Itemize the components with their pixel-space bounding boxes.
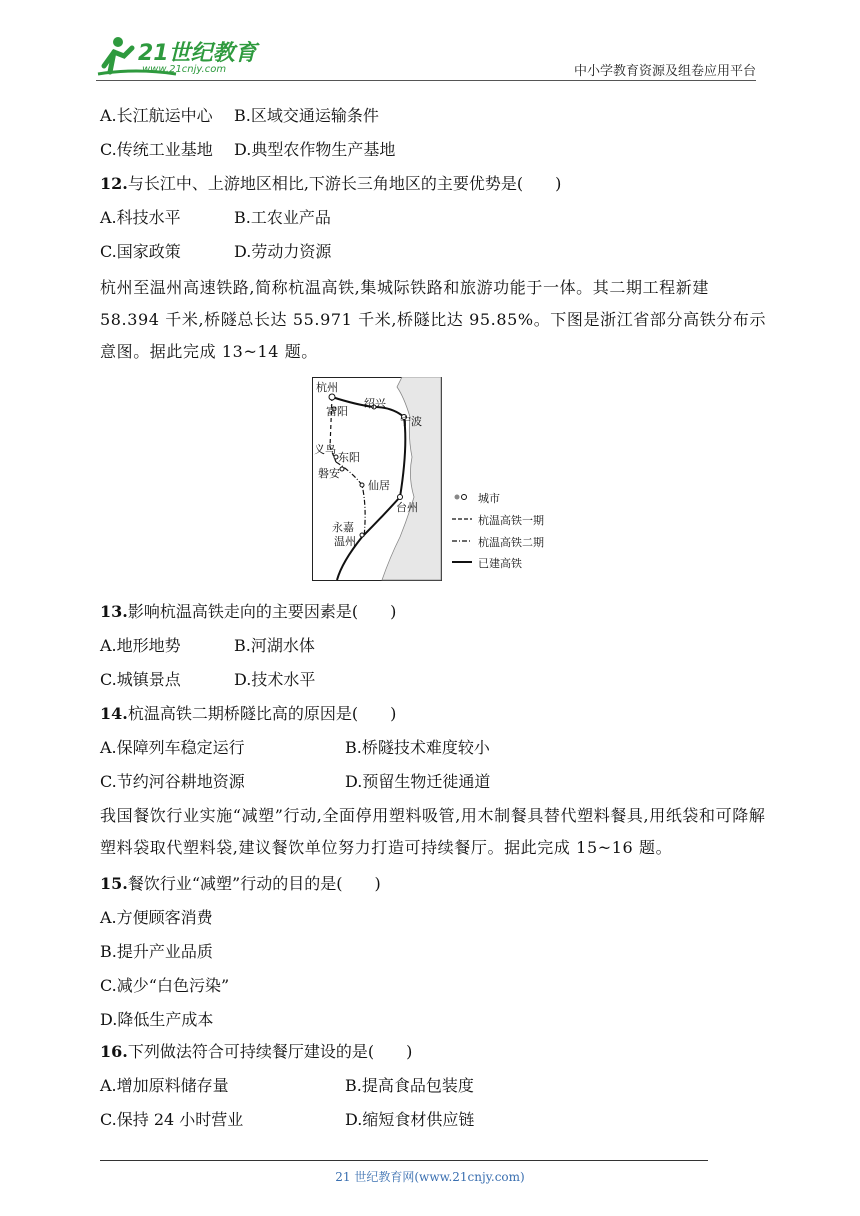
q16-stem: 下列做法符合可持续餐厅建设的是( ) [127,1042,413,1061]
map-label-panan: 磐安 [318,467,340,480]
map-legend [452,488,562,572]
legend-phase2: 杭温高铁二期 [478,536,544,549]
q11-option-a: A.长江航运中心 [100,106,213,125]
q11-option-b: B.区域交通运输条件 [234,106,379,125]
q12-option-b: B.工农业产品 [234,208,331,227]
q15-option-b: B.提升产业品质 [100,942,213,961]
header-divider [96,80,756,81]
map-label-wenzhou: 温州 [334,535,356,548]
q13-number: 13. [100,602,128,621]
q15-number: 15. [100,874,128,893]
q13-option-d: D.技术水平 [234,670,316,689]
legend-symbols [452,488,476,572]
q16-number: 16. [100,1042,128,1061]
q16-option-d: D.缩短食材供应链 [345,1110,475,1129]
q15-stem-line [100,874,381,894]
map-label-hangzhou: 杭州 [316,381,338,394]
zhejiang-rail-map [312,377,442,581]
q16-option-b: B.提高食品包装度 [345,1076,474,1095]
q13-option-b: B.河湖水体 [234,636,315,655]
header-tagline: 中小学教育资源及组卷应用平台 [573,64,756,79]
q11-option-c: C.传统工业基地 [100,140,213,159]
logo-text: 21世纪教育 [138,41,257,66]
q14-stem-line [100,704,396,724]
q13-option-c: C.城镇景点 [100,670,181,689]
map-label-yongjia: 永嘉 [332,521,354,534]
site-logo [96,32,266,78]
footer-link[interactable]: 21 世纪教育网(www.21cnjy.com) [335,1170,525,1184]
map-label-fuyang: 富阳 [326,405,348,418]
q14-option-d: D.预留生物迁徙通道 [345,772,491,791]
legend-city: 城市 [478,492,500,505]
q12-stem: 与长江中、上游地区相比,下游长三角地区的主要优势是( ) [127,174,562,193]
logo-url: www.21cnjy.com [142,64,227,75]
q15-option-c: C.减少“白色污染” [100,976,230,995]
map-label-ningbo: 宁波 [400,415,422,428]
passage-hangwen: 杭州至温州高速铁路,简称杭温高铁,集城际铁路和旅游功能于一体。其二期工程新建 58.394 千米,桥隧总长达 55.971 千米,桥隧比达 95.85%。下图是浙江省部分高铁分布示意图。据此完成 13~14 题。 [100,278,767,361]
q16-stem-line [100,1042,412,1062]
q13-option-a: A.地形地势 [100,636,181,655]
map-label-dongyang: 东阳 [338,451,360,464]
q15-stem: 餐饮行业“减塑”行动的目的是( ) [127,874,381,893]
q12-option-c: C.国家政策 [100,242,181,261]
passage-plastic-reduction: 我国餐饮行业实施“减塑”行动,全面停用塑料吸管,用木制餐具替代塑料餐具,用纸袋和可降解塑料袋取代塑料袋,建议餐饮单位努力打造可持续餐厅。据此完成 15~16 题。 [100,806,766,857]
q16-option-c: C.保持 24 小时营业 [100,1110,244,1129]
q11-option-d: D.典型农作物生产基地 [234,140,396,159]
q14-stem: 杭温高铁二期桥隧比高的原因是( ) [127,704,397,723]
q13-stem: 影响杭温高铁走向的主要因素是( ) [127,602,397,621]
q14-number: 14. [100,704,128,723]
legend-phase1: 杭温高铁一期 [478,514,544,527]
q13-stem-line [100,602,396,622]
q12-option-d: D.劳动力资源 [234,242,332,261]
q14-option-c: C.节约河谷耕地资源 [100,772,245,791]
footer-divider [100,1160,708,1161]
q12-stem-line [100,174,561,194]
q12-option-a: A.科技水平 [100,208,181,227]
q14-option-b: B.桥隧技术难度较小 [345,738,490,757]
map-label-shaoxing: 绍兴 [364,397,386,410]
map-label-yiwu: 义乌 [314,443,336,456]
q14-option-a: A.保障列车稳定运行 [100,738,245,757]
legend-built: 已建高铁 [478,557,522,570]
map-label-xianju: 仙居 [368,479,390,492]
q16-option-a: A.增加原料储存量 [100,1076,229,1095]
q15-option-d: D.降低生产成本 [100,1010,214,1029]
map-label-taizhou: 台州 [396,501,418,514]
q12-number: 12. [100,174,128,193]
q15-option-a: A.方便顾客消费 [100,908,213,927]
